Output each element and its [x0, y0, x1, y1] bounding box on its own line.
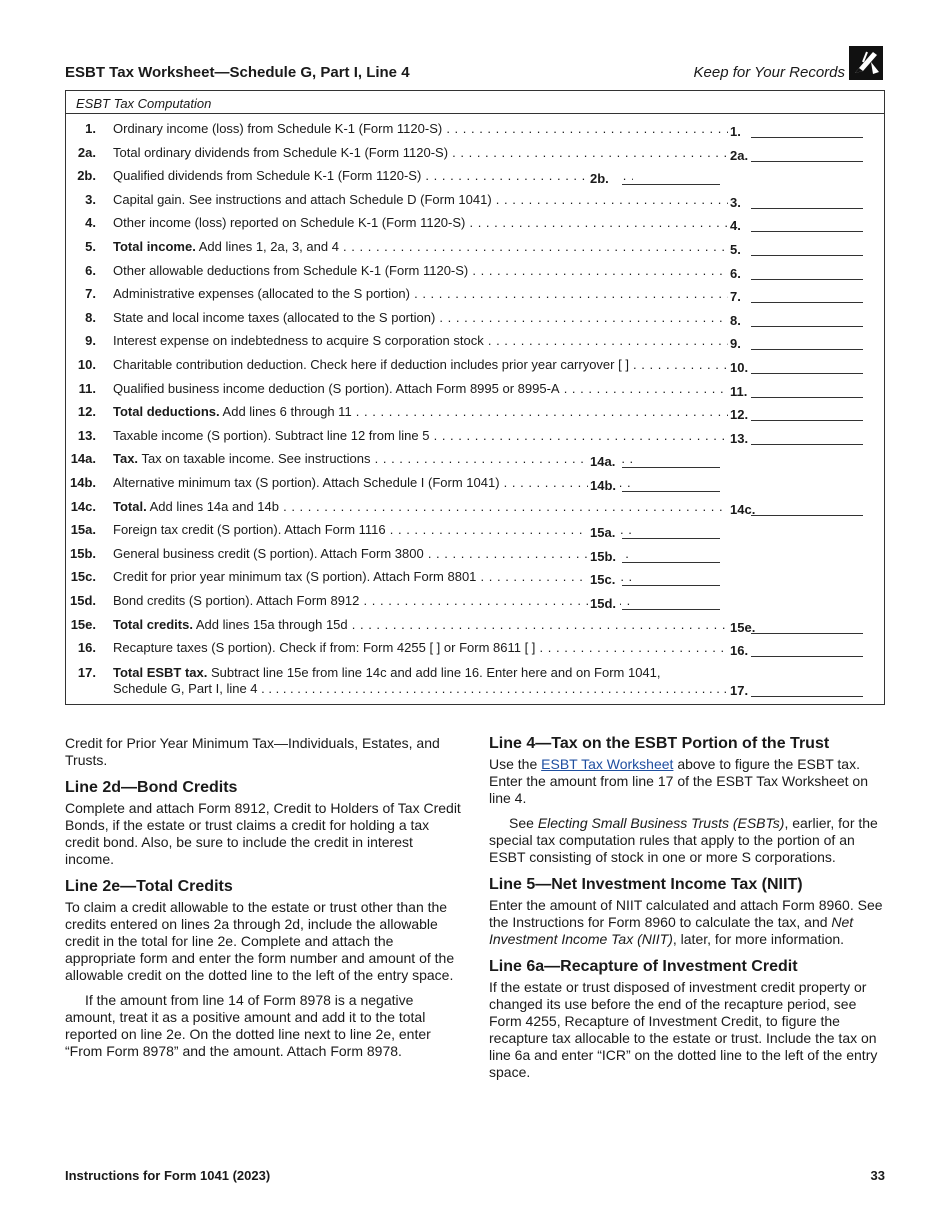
- line-bold-label: Tax.: [113, 451, 139, 467]
- line-number: 2b.: [77, 168, 96, 184]
- worksheet-line: [66, 473, 884, 493]
- line-description-cont: Schedule G, Part I, line 4 . . .: [113, 681, 753, 696]
- line-description: [113, 569, 633, 584]
- text-run: See: [509, 815, 538, 831]
- line-description-text: Tax on taxable income. See instructions: [138, 451, 371, 467]
- entry-label: 15e.: [730, 619, 756, 635]
- entry-field[interactable]: [751, 696, 863, 697]
- worksheet-line: [66, 119, 884, 139]
- line-description: [113, 499, 753, 514]
- left-column: [65, 735, 461, 1068]
- keep-records-note: Keep for Your Records: [693, 64, 845, 81]
- text-run: , earlier, for the special tax computation rules that apply to the portion of an ESBT consisting of stock in one or more S corporations.: [489, 815, 878, 865]
- line-bold-label: Total income.: [113, 239, 196, 254]
- worksheet-subtitle-bar: [66, 91, 884, 114]
- line-description-text: Charitable contribution deduction. Check here if deduction includes prior year carryover [ ]: [113, 357, 629, 372]
- entry-label: 14c.: [730, 501, 756, 517]
- line-description: [113, 333, 753, 348]
- entry-label: 2b.: [588, 171, 620, 186]
- line-number: 17.: [77, 665, 96, 680]
- line-description-text: Total ordinary dividends from Schedule K-1 (Form 1120-S): [113, 144, 449, 160]
- worksheet-header: [65, 62, 885, 84]
- line-number: 14c.: [70, 498, 96, 514]
- entry-field[interactable]: [751, 326, 863, 327]
- line-description-text: Add lines 14a and 14b: [146, 498, 279, 514]
- entry-field[interactable]: [622, 538, 720, 539]
- line-description: [113, 665, 661, 680]
- worksheet-line: [66, 426, 884, 446]
- entry-field[interactable]: [751, 302, 863, 303]
- line-number: 15d.: [69, 593, 96, 608]
- line-number: 8.: [85, 309, 96, 325]
- entry-label: 1.: [728, 124, 754, 139]
- worksheet-line: [66, 638, 884, 658]
- line-description: [113, 475, 633, 490]
- line-description: [113, 215, 753, 230]
- line-description-text: Taxable income (S portion). Subtract line 12 from line 5: [113, 427, 430, 443]
- entry-label: 16.: [728, 643, 754, 658]
- paragraph: If the amount from line 14 of Form 8978 is a negative amount, treat it as a positive amount and add it to the total reported on line 2e. On the dotted line next to line 2e, enter “From Form 8978” and the amount. Attach Form 8978.: [65, 992, 431, 1059]
- section-heading: Line 5—Net Investment Income Tax (NIIT): [489, 876, 803, 893]
- line-number: 13.: [77, 427, 96, 443]
- line-description-text: Qualified dividends from Schedule K-1 (Form 1120-S): [113, 168, 422, 184]
- worksheet-line: [66, 567, 884, 587]
- entry-field[interactable]: [622, 562, 720, 563]
- entry-label: 15b.: [588, 549, 620, 564]
- worksheet-title: ESBT Tax Worksheet—Schedule G, Part I, Line 4: [65, 64, 410, 81]
- entry-field[interactable]: [751, 231, 863, 232]
- line-number: 15e.: [70, 616, 96, 632]
- line-description-text: Other allowable deductions from Schedule K-1 (Form 1120-S): [113, 262, 469, 278]
- entry-label: 14a.: [588, 454, 620, 469]
- entry-field[interactable]: [751, 255, 863, 256]
- text-emphasis: Electing Small Business Trusts (ESBTs): [537, 815, 785, 831]
- entry-label: 15c.: [588, 572, 620, 587]
- entry-label: 14b.: [588, 478, 620, 493]
- line-bold-label: Total deductions.: [113, 404, 220, 420]
- line-description: [113, 617, 753, 632]
- entry-field[interactable]: [751, 373, 863, 374]
- line-description-text: Qualified business income deduction (S portion). Attach Form 8995 or 8995-A: [113, 380, 560, 396]
- entry-label: 15d.: [588, 596, 620, 611]
- line-description-text: Recapture taxes (S portion). Check if from: Form 4255 [ ] or Form 8611 [ ]: [113, 640, 536, 656]
- worksheet-subtitle: ESBT Tax Computation: [76, 96, 212, 111]
- line-number: 6.: [85, 262, 96, 278]
- text-run: Use the: [489, 756, 542, 772]
- line-number: 7.: [85, 286, 96, 302]
- line-description-text: Other income (loss) reported on Schedule K-1 (Form 1120-S): [113, 215, 466, 231]
- line-number: 14b.: [69, 475, 96, 490]
- line-number: 2a.: [77, 144, 96, 160]
- worksheet-line: [66, 544, 884, 564]
- worksheet-line: [66, 308, 884, 328]
- entry-label: 12.: [728, 407, 754, 422]
- line-number: 4.: [85, 215, 96, 231]
- line-description-text: Add lines 15a through 15d: [192, 616, 348, 632]
- entry-label: 3.: [728, 195, 754, 210]
- worksheet-line: [66, 143, 884, 163]
- section-heading: Line 2e—Total Credits: [65, 878, 233, 895]
- worksheet-line: [66, 355, 884, 375]
- line-description-text: Administrative expenses (allocated to the S portion): [113, 286, 410, 302]
- line-bold-label: Total.: [113, 498, 147, 514]
- entry-label: 4.: [728, 218, 754, 233]
- text-run: above to figure the ESBT tax. Enter the amount from line 17 of the ESBT Tax Worksheet on line 4.: [489, 756, 868, 806]
- line-description-text: Add lines 1, 2a, 3, and 4: [195, 239, 339, 254]
- line-number: 9.: [85, 333, 96, 349]
- esbt-worksheet: [65, 90, 885, 705]
- entry-field[interactable]: [622, 585, 720, 586]
- line-description: [113, 404, 753, 419]
- worksheet-line: [66, 402, 884, 422]
- worksheet-line: [66, 237, 884, 257]
- line-description: [113, 286, 753, 301]
- line-number: 12.: [77, 404, 96, 420]
- entry-field[interactable]: [751, 444, 863, 445]
- entry-field[interactable]: [751, 349, 863, 350]
- line-description-text: Add lines 6 through 11: [219, 404, 352, 420]
- paragraph: If the estate or trust disposed of investment credit property or changed its use before the end of the recapture period, see Form 4255, Recapture of Investment Credit, to figure the recapture tax allocable to the estate or trust. Include the tax on line 6a and enter “ICR” on the dotted line to the left of the entry space.: [489, 979, 878, 1080]
- entry-field[interactable]: [751, 161, 863, 162]
- entry-field[interactable]: [622, 609, 720, 610]
- section-heading: Line 4—Tax on the ESBT Portion of the Trust: [489, 735, 830, 752]
- worksheet-line: [66, 331, 884, 351]
- line-description-text: Interest expense on indebtedness to acquire S corporation stock: [113, 333, 484, 349]
- line-description-text: Subtract line 15e from line 14c and add line 16. Enter here and on Form 1041,: [207, 665, 661, 680]
- text-run: Enter the amount of NIIT calculated and attach Form 8960. See the Instructions for Form 8960 to calculate the tax, and: [489, 897, 883, 930]
- entry-label: 9.: [728, 336, 754, 351]
- line-number: 15a.: [70, 522, 96, 538]
- entry-field[interactable]: [751, 420, 863, 421]
- worksheet-line: [66, 261, 884, 281]
- entry-field[interactable]: [622, 491, 720, 492]
- worksheet-line: [66, 284, 884, 304]
- line-description-text: State and local income taxes (allocated to the S portion): [113, 309, 436, 325]
- paragraph: [489, 897, 885, 948]
- worksheet-line: [66, 615, 884, 635]
- worksheet-line: [66, 520, 884, 540]
- page-number: 33: [870, 1168, 885, 1183]
- entry-label: 10.: [728, 360, 754, 375]
- line-number: 5.: [85, 239, 96, 254]
- line-description: [113, 192, 753, 207]
- entry-label: 11.: [728, 384, 754, 399]
- entry-label: 15a.: [588, 525, 620, 540]
- line-description-text: Ordinary income (loss) from Schedule K-1 (Form 1120-S): [113, 121, 443, 136]
- entry-field[interactable]: [622, 184, 720, 185]
- paragraph: [489, 756, 885, 807]
- worksheet-line-17: [66, 663, 884, 699]
- line-description: [113, 263, 753, 278]
- entry-label: 17.: [728, 683, 754, 698]
- line-number: 10.: [77, 357, 96, 372]
- line-description: [113, 640, 753, 655]
- line-description-text: Foreign tax credit (S portion). Attach Form 1116: [113, 522, 386, 538]
- line-description: [113, 121, 753, 136]
- line-description: [113, 357, 753, 372]
- line-bold-label: Total ESBT tax.: [113, 665, 208, 680]
- line-description: [113, 451, 633, 466]
- worksheet-line: [66, 190, 884, 210]
- section-heading: Line 6a—Recapture of Investment Credit: [489, 958, 798, 975]
- entry-label: 7.: [728, 289, 754, 304]
- worksheet-line: [66, 497, 884, 517]
- line-number: 16.: [77, 640, 96, 656]
- right-column: [489, 735, 885, 1089]
- line-description: [113, 310, 753, 325]
- entry-label: 13.: [728, 431, 754, 446]
- line-number: 14a.: [70, 451, 96, 467]
- line-description-text: Bond credits (S portion). Attach Form 8912: [113, 593, 360, 608]
- entry-field[interactable]: [751, 656, 863, 657]
- entry-field[interactable]: [751, 515, 863, 516]
- line-description: [113, 168, 633, 183]
- line-number: 3.: [85, 191, 96, 207]
- line-description-text: Alternative minimum tax (S portion). Attach Schedule I (Form 1041): [113, 475, 500, 490]
- text-emphasis: Net Investment Income Tax (NIIT): [489, 914, 854, 947]
- line-description-text: Capital gain. See instructions and attach Schedule D (Form 1041): [113, 191, 492, 207]
- text-run: , later, for more information.: [672, 931, 845, 947]
- entry-field[interactable]: [751, 397, 863, 398]
- line-description: [113, 546, 633, 561]
- line-number: 11.: [78, 380, 96, 396]
- section-heading: Line 2d—Bond Credits: [65, 779, 238, 796]
- paragraph: Complete and attach Form 8912, Credit to Holders of Tax Credit Bonds, if the estate or trust claims a credit for holding a tax credit bond. Also, be sure to include the credit in interest income.: [65, 800, 461, 867]
- worksheet-line: [66, 379, 884, 399]
- line-description: [113, 145, 753, 160]
- entry-label: 5.: [728, 242, 754, 257]
- entry-field[interactable]: [751, 279, 863, 280]
- entry-field[interactable]: [751, 137, 863, 138]
- worksheet-line: [66, 213, 884, 233]
- entry-label: 2a.: [728, 148, 754, 163]
- entry-label: 6.: [728, 266, 754, 281]
- entry-label: 8.: [728, 313, 754, 328]
- line-number: 15c.: [70, 569, 96, 585]
- line-number: 1.: [85, 121, 96, 136]
- line-description: [113, 239, 753, 254]
- paragraph: [489, 815, 885, 866]
- line-description: [113, 593, 633, 608]
- line-description: [113, 428, 753, 443]
- line-description: [113, 381, 753, 396]
- entry-field[interactable]: [751, 633, 863, 634]
- line-bold-label: Total credits.: [113, 616, 193, 632]
- entry-field[interactable]: [751, 208, 863, 209]
- paragraph: Credit for Prior Year Minimum Tax—Individuals, Estates, and Trusts.: [65, 735, 440, 768]
- line-description-text: Credit for prior year minimum tax (S portion). Attach Form 8801: [113, 569, 477, 585]
- footer-form-title: Instructions for Form 1041 (2023): [65, 1168, 271, 1183]
- paragraph: To claim a credit allowable to the estate or trust other than the credits entered on lines 2a through 2d, include the allowable credit in the total for line 2e. Complete and attach the appropriate form and enter the form number and amount of the allowable credit on the dotted line to the left of the entry space.: [65, 899, 455, 983]
- esbt-worksheet-link[interactable]: ESBT Tax Worksheet: [541, 756, 674, 772]
- entry-field[interactable]: [622, 467, 720, 468]
- line-number: 15b.: [69, 545, 96, 561]
- line-description-text: General business credit (S portion). Attach Form 3800: [113, 545, 424, 561]
- worksheet-line: [66, 449, 884, 469]
- worksheet-line: [66, 166, 884, 186]
- line-description: [113, 522, 633, 537]
- pencil-note-icon: [849, 46, 883, 80]
- worksheet-line: [66, 591, 884, 611]
